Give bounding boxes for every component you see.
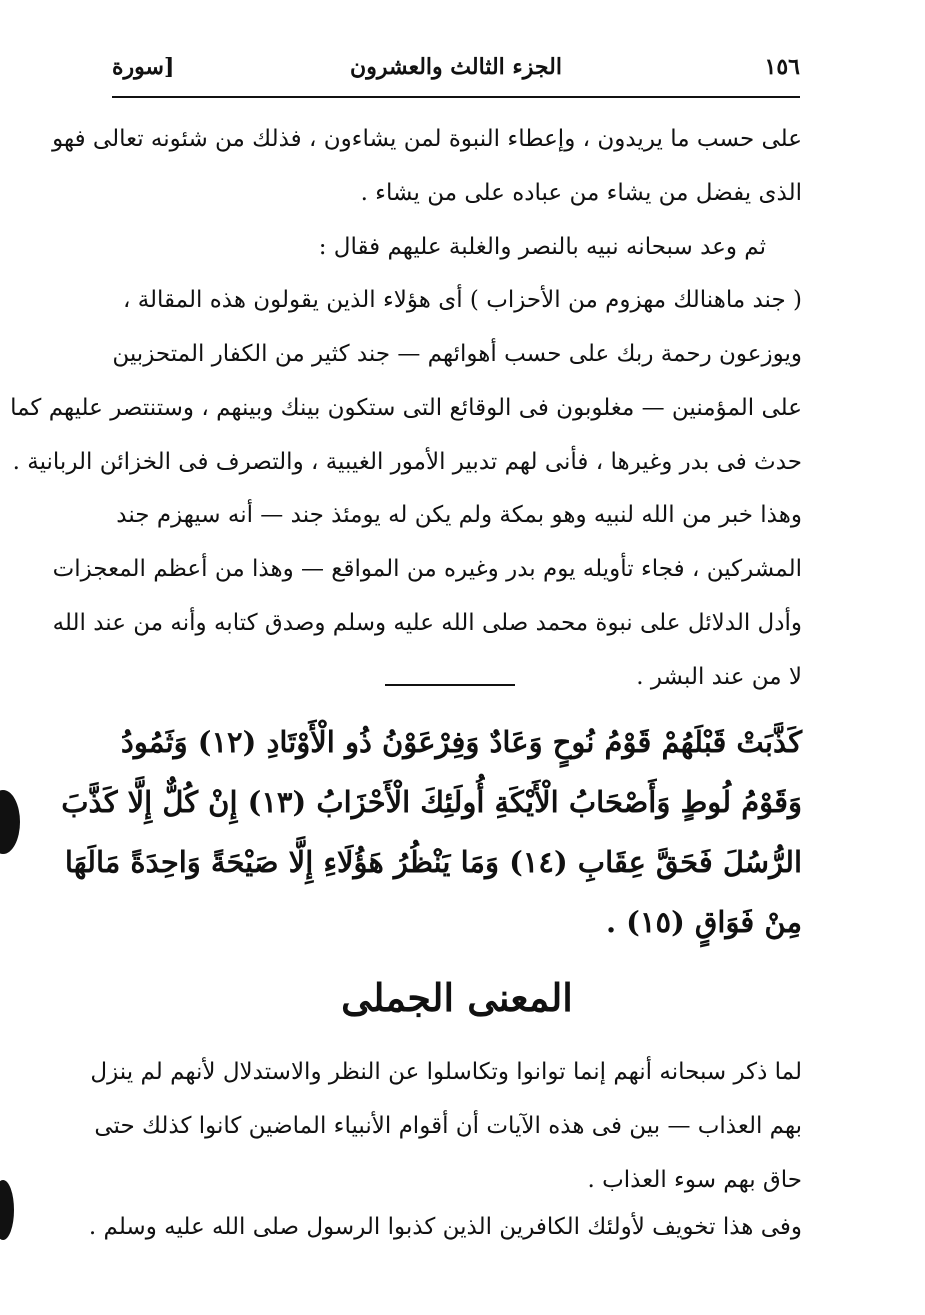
page-header bbox=[112, 48, 800, 90]
commentary-paragraph-3 bbox=[10, 273, 802, 489]
verse-line: مِنْ فَوَاقٍ (١٥) . bbox=[605, 905, 802, 939]
text-line: ويوزعون رحمة ربك على حسب أهوائهم — جند كثير من الكفار المتحزبين bbox=[112, 341, 802, 367]
explanation-paragraph-2 bbox=[88, 1200, 802, 1254]
text-line: وفى هذا تخويف لأولئك الكافرين الذين كذبوا الرسول صلى الله عليه وسلم . bbox=[88, 1214, 802, 1240]
scan-margin-blot bbox=[0, 790, 20, 854]
text-line: ( جند ماهنالك مهزوم من الأحزاب ) أى هؤلاء الذين يقولون هذه المقالة ، bbox=[122, 287, 802, 313]
verse-line: كَذَّبَتْ قَبْلَهُمْ قَوْمُ نُوحٍ وَعَادٌ وَفِرْعَوْنُ ذُو الْأَوْتَادِ (١٢) وَثَمُودُ bbox=[120, 725, 802, 759]
text-line: حدث فى بدر وغيرها ، فأنى لهم تدبير الأمور الغيبية ، والتصرف فى الخزائن الربانية . bbox=[12, 449, 802, 475]
explanation-paragraph-1 bbox=[90, 1045, 802, 1207]
commentary-paragraph-4 bbox=[52, 488, 802, 704]
text-line: ثم وعد سبحانه نبيه بالنصر والغلبة عليهم فقال : bbox=[318, 234, 766, 260]
text-line: وهذا خبر من الله لنبيه وهو بمكة ولم يكن له يومئذ جند — أنه سيهزم جند bbox=[116, 502, 802, 528]
verse-line: وَقَوْمُ لُوطٍ وَأَصْحَابُ الْأَيْكَةِ أُولَئِكَ الْأَحْزَابُ (١٣) إِنْ كُلٌّ إِلَّا كَذَّبَ bbox=[61, 785, 802, 819]
text-line: المشركين ، فجاء تأويله يوم بدر وغيره من المواقع — وهذا من أعظم المعجزات bbox=[52, 556, 802, 582]
text-line: لا من عند البشر . bbox=[636, 664, 802, 690]
text-line: الذى يفضل من يشاء من عباده على من يشاء . bbox=[360, 180, 802, 206]
quran-verses bbox=[61, 712, 802, 952]
text-line: على المؤمنين — مغلوبون فى الوقائع التى ستكون بينك وبينهم ، وستنتصر عليهم كما bbox=[10, 395, 802, 421]
commentary-paragraph-2 bbox=[112, 220, 802, 274]
text-line: على حسب ما يريدون ، وإعطاء النبوة لمن يشاءون ، فذلك من شئونه تعالى فهو bbox=[52, 126, 802, 152]
text-line: حاق بهم سوء العذاب . bbox=[587, 1167, 802, 1193]
section-separator bbox=[385, 684, 515, 686]
text-line: وأدل الدلائل على نبوة محمد صلى الله عليه وسلم وصدق كتابه وأنه من عند الله bbox=[52, 610, 802, 636]
running-title: الجزء الثالث والعشرون bbox=[350, 54, 562, 80]
scan-margin-blot bbox=[0, 1180, 14, 1240]
text-line: بهم العذاب — بين فى هذه الآيات أن أقوام الأنبياء الماضين كانوا كذلك حتى bbox=[94, 1113, 802, 1139]
text-line: لما ذكر سبحانه أنهم إنما توانوا وتكاسلوا عن النظر والاستدلال لأنهم لم ينزل bbox=[90, 1059, 802, 1085]
header-rule bbox=[112, 96, 800, 98]
section-heading: المعنى الجملى bbox=[341, 975, 573, 1020]
commentary-paragraph-1 bbox=[52, 112, 802, 220]
surah-label: [سورة bbox=[112, 54, 175, 80]
verse-line: الرُّسُلَ فَحَقَّ عِقَابِ (١٤) وَمَا يَنْظُرُ هَؤُلَاءِ إِلَّا صَيْحَةً وَاحِدَةً مَالَهَا bbox=[64, 845, 802, 879]
page-number: ١٥٦ bbox=[764, 54, 800, 80]
